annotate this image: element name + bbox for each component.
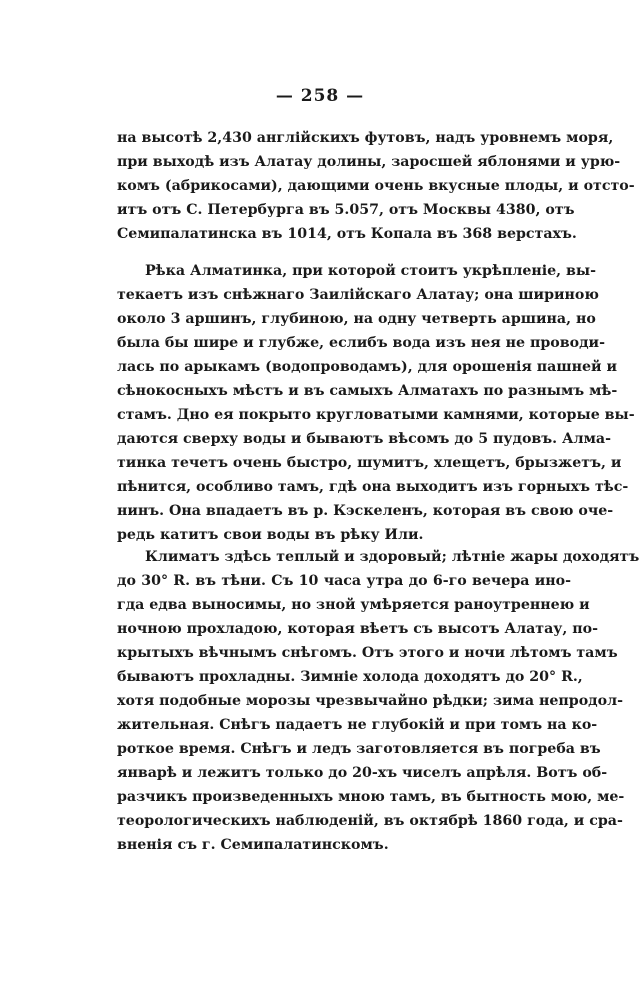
paragraph-1 bbox=[117, 126, 635, 246]
text-line: даются сверху воды и бываютъ вѣсомъ до 5 пудовъ. Алма- bbox=[117, 431, 611, 447]
text-line: хотя подобные морозы чрезвычайно рѣдки; зима непродол- bbox=[117, 693, 623, 709]
text-line: январѣ и лежитъ только до 20-хъ чиселъ апрѣля. Вотъ об- bbox=[117, 765, 608, 781]
paragraph-3 bbox=[117, 545, 640, 857]
text-line: комъ (абрикосами), дающими очень вкусные плоды, и отсто- bbox=[117, 178, 635, 194]
text-line: Семипалатинска въ 1014, отъ Копала въ 368 верстахъ. bbox=[117, 226, 577, 242]
page-number: — 258 — bbox=[275, 86, 365, 106]
text-line: на высотѣ 2,430 англiйскихъ футовъ, надъ уровнемъ моря, bbox=[117, 130, 614, 146]
text-line: текаетъ изъ снѣжнаго Заилiйскаго Алатау; она шириною bbox=[117, 287, 599, 303]
text-line: лась по арыкамъ (водопроводамъ), для орошенiя пашней и bbox=[117, 359, 618, 375]
text-line: гда едва выносимы, но зной умѣряется раноутреннею и bbox=[117, 597, 590, 613]
text-line: пѣнится, особливо тамъ, гдѣ она выходитъ изъ горныхъ тѣс- bbox=[117, 479, 629, 495]
text-line: около 3 аршинъ, глубиною, на одну четверть аршина, но bbox=[117, 311, 596, 327]
text-line: разчикъ произведенныхъ мною тамъ, въ бытность мою, ме- bbox=[117, 789, 625, 805]
text-line: крытыхъ вѣчнымъ снѣгомъ. Отъ этого и ночи лѣтомъ тамъ bbox=[117, 645, 618, 661]
text-line: до 30° R. въ тѣни. Съ 10 часа утра до 6-го вечера ино- bbox=[117, 573, 571, 589]
text-line: тинка течетъ очень быстро, шумитъ, хлещетъ, брызжетъ, и bbox=[117, 455, 622, 471]
text-line: ночною прохладою, которая вѣетъ съ высотъ Алатау, по- bbox=[117, 621, 598, 637]
text-line: нинъ. Она впадаетъ въ р. Кэскеленъ, которая въ свою оче- bbox=[117, 503, 614, 519]
text-line: при выходѣ изъ Алатау долины, заросшей яблонями и урю- bbox=[117, 154, 621, 170]
paragraph-2 bbox=[117, 259, 635, 547]
text-line: бываютъ прохладны. Зимнiе холода доходятъ до 20° R., bbox=[117, 669, 583, 685]
text-line: Климатъ здѣсь теплый и здоровый; лѣтнiе жары доходятъ bbox=[145, 549, 640, 565]
text-line: жительная. Снѣгъ падаетъ не глубокiй и при томъ на ко- bbox=[117, 717, 598, 733]
text-line: итъ отъ С. Петербурга въ 5.057, отъ Москвы 4380, отъ bbox=[117, 202, 575, 218]
text-line: Рѣка Алматинка, при которой стоитъ укрѣпленiе, вы- bbox=[145, 263, 597, 279]
text-line: стамъ. Дно ея покрыто кругловатыми камнями, которые вы- bbox=[117, 407, 635, 423]
text-line: вненiя съ г. Семипалатинскомъ. bbox=[117, 837, 389, 853]
text-line: роткое время. Снѣгъ и ледъ заготовляется въ погреба въ bbox=[117, 741, 601, 757]
text-line: редь катитъ свои воды въ рѣку Или. bbox=[117, 527, 424, 543]
text-line: теорологическихъ наблюденiй, въ октябрѣ 1860 года, и сра- bbox=[117, 813, 623, 829]
text-line: была бы шире и глубже, еслибъ вода изъ нея не проводи- bbox=[117, 335, 605, 351]
text-line: сѣнокосныхъ мѣстъ и въ самыхъ Алматахъ по разнымъ мѣ- bbox=[117, 383, 618, 399]
